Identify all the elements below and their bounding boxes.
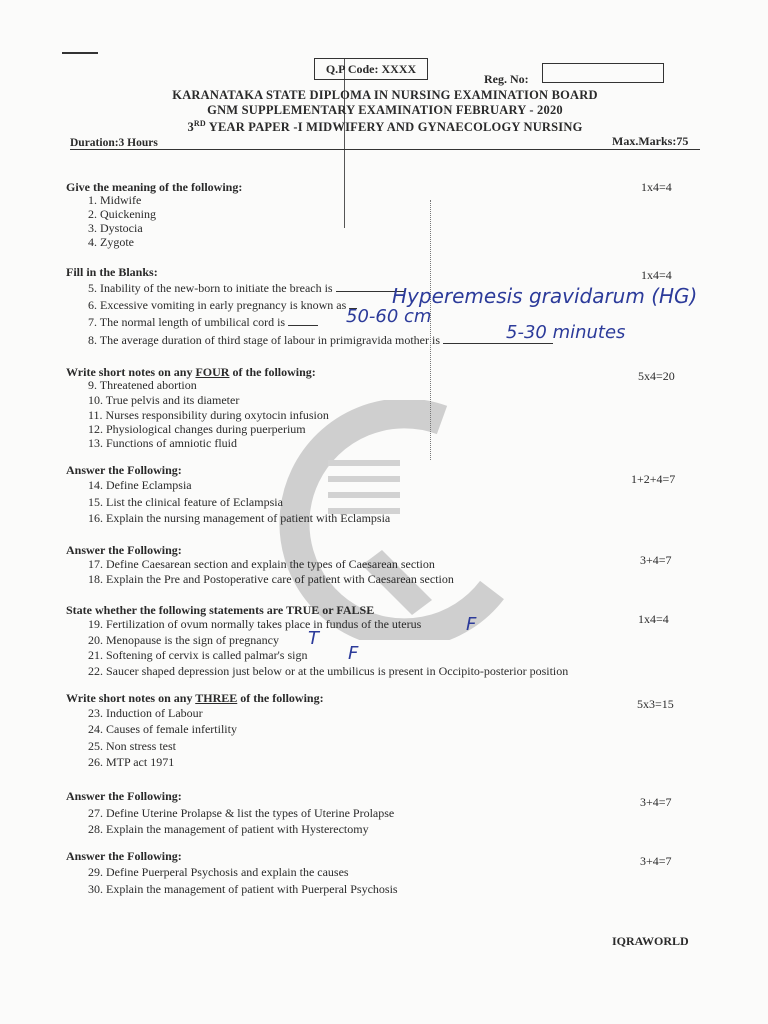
question: 5. Inability of the new-born to initiate the breach is: [88, 281, 404, 296]
question: 12. Physiological changes during puerperium: [88, 422, 306, 436]
question: 27. Define Uterine Prolapse & list the types of Uterine Prolapse: [88, 806, 395, 820]
question: 10. True pelvis and its diameter: [88, 393, 240, 407]
question: 18. Explain the Pre and Postoperative care of patient with Caesarean section: [88, 572, 454, 586]
question: 3. Dystocia: [88, 221, 143, 235]
fold-line-dotted: [430, 200, 431, 460]
question: 15. List the clinical feature of Eclampsia: [88, 495, 283, 509]
question: 4. Zygote: [88, 235, 134, 249]
fold-line: [344, 58, 345, 228]
handwritten-answer: 5-30 minutes: [506, 322, 626, 343]
section-marks: 5x3=15: [637, 697, 674, 711]
section-marks: 1+2+4=7: [631, 472, 676, 486]
handwritten-answer: 50-60 cm: [346, 306, 432, 327]
section-title: Write short notes on any THREE of the following:: [66, 691, 324, 705]
section-marks: 5x4=20: [638, 369, 675, 383]
question: 1. Midwife: [88, 193, 142, 207]
handwritten-answer: F: [466, 614, 477, 635]
question: 11. Nurses responsibility during oxytocin infusion: [88, 408, 329, 422]
question: 14. Define Eclampsia: [88, 478, 192, 492]
exam-title: GNM SUPPLEMENTARY EXAMINATION FEBRUARY - 2020: [207, 103, 563, 117]
question: 17. Define Caesarean section and explain the types of Caesarean section: [88, 557, 435, 571]
section-title: Answer the Following:: [66, 463, 182, 477]
question: 19. Fertilization of ovum normally takes place in fundus of the uterus: [88, 617, 422, 631]
section-title: Answer the Following:: [66, 849, 182, 863]
question: 29. Define Puerperal Psychosis and explain the causes: [88, 865, 349, 879]
reg-no-label: Reg. No:: [484, 72, 529, 86]
question: 7. The normal length of umbilical cord is: [88, 315, 318, 330]
question: 20. Menopause is the sign of pregnancy: [88, 633, 279, 647]
corner-dash: [62, 52, 98, 54]
question: 30. Explain the management of patient with Puerperal Psychosis: [88, 882, 398, 896]
handwritten-answer: F: [348, 643, 359, 664]
section-marks: 1x4=4: [641, 180, 672, 194]
question: 16. Explain the nursing management of patient with Eclampsia: [88, 511, 391, 525]
section-title: Fill in the Blanks:: [66, 265, 158, 279]
handwritten-answer: Hyperemesis gravidarum (HG): [392, 284, 698, 308]
section-title: State whether the following statements are TRUE or FALSE: [66, 603, 375, 617]
question: 2. Quickening: [88, 207, 156, 221]
question: 8. The average duration of third stage of labour in primigravida mother is: [88, 333, 553, 348]
question: 25. Non stress test: [88, 739, 176, 753]
footer-brand: IQRAWORLD: [612, 934, 689, 948]
section-title: Give the meaning of the following:: [66, 180, 243, 194]
question: 6. Excessive vomiting in early pregnancy is known as: [88, 298, 357, 313]
qp-code-box: Q.P Code: XXXX: [314, 58, 428, 80]
section-title: Answer the Following:: [66, 789, 182, 803]
question: 22. Saucer shaped depression just below or at the umbilicus is present in Occipito-posterior position: [88, 664, 569, 678]
section-marks: 3+4=7: [640, 854, 672, 868]
paper-title: 3RD YEAR PAPER -I MIDWIFERY AND GYNAECOLOGY NURSING: [187, 119, 583, 135]
question: 9. Threatened abortion: [88, 378, 197, 392]
section-marks: 1x4=4: [641, 268, 672, 282]
question: 23. Induction of Labour: [88, 706, 203, 720]
max-marks: Max.Marks:75: [612, 134, 689, 148]
board-title: KARANATAKA STATE DIPLOMA IN NURSING EXAMINATION BOARD: [172, 88, 598, 102]
section-marks: 3+4=7: [640, 553, 672, 567]
reg-no-field[interactable]: [542, 63, 664, 83]
section-marks: 1x4=4: [638, 612, 669, 626]
section-title: Write short notes on any FOUR of the following:: [66, 365, 316, 379]
section-marks: 3+4=7: [640, 795, 672, 809]
question: 13. Functions of amniotic fluid: [88, 436, 237, 450]
question: 26. MTP act 1971: [88, 755, 175, 769]
handwritten-answer: T: [308, 628, 319, 649]
question: 28. Explain the management of patient with Hysterectomy: [88, 822, 369, 836]
section-title: Answer the Following:: [66, 543, 182, 557]
question: 24. Causes of female infertility: [88, 722, 237, 736]
question: 21. Softening of cervix is called palmar's sign: [88, 648, 308, 662]
header-rule: [70, 149, 700, 150]
duration: Duration:3 Hours: [70, 137, 158, 149]
